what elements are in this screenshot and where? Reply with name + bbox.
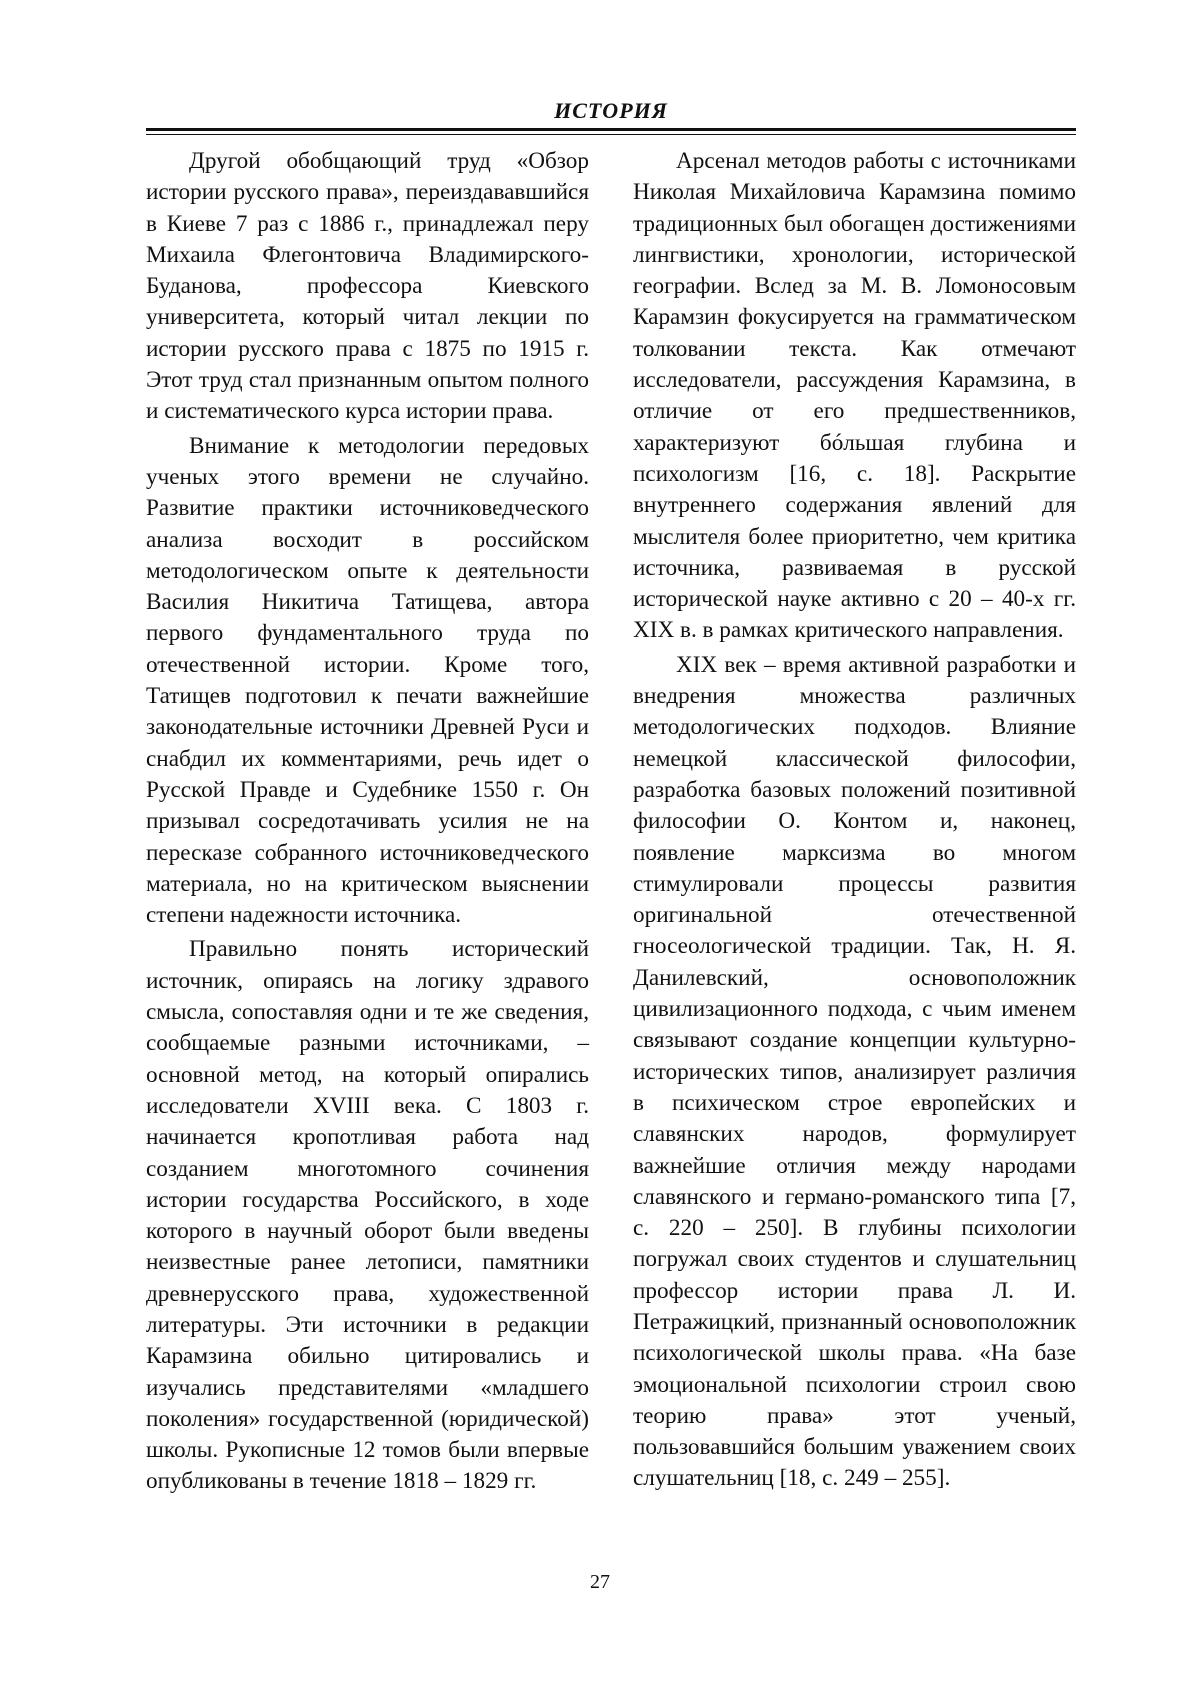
paragraph: Другой обобщающий труд «Обзор истории русского права», переиздававшийся в Киеве 7 раз с 1886 г., принадлежал перу Михаила Флегонтовича Владимирского-Буданова, профессора Киевского университета, который читал лекции по истории русского права с 1875 по 1915 г. Этот труд стал признанным опытом полного и систематического курса истории права. bbox=[146, 148, 589, 425]
paragraph: Внимание к методологии передовых ученых этого времени не случайно. Развитие практики источниковедческого анализа восходит в российском методологическом опыте к деятельности Василия Никитича Татищева, автора первого фундаментального труда по отечественной истории. Кроме того, Татищев подготовил к печати важнейшие законодательные источники Древней Руси и снабдил их комментариями, речь идет о Русской Правде и Судебнике 1550 г. Он призывал сосредотачивать усилия не на пересказе собранного источниковедческого материала, но на критическом выяснении степени надежности источника. bbox=[146, 432, 589, 929]
right-text-column bbox=[633, 146, 1076, 1498]
paragraph: Правильно понять исторический источник, опираясь на логику здравого смысла, сопоставляя одни и те же сведения, сообщаемые разными источниками, – основной метод, на который опирались исследователи XVIII века. С 1803 г. начинается кропотливая работа над созданием многотомного сочинения истории государства Российского, в ходе которого в научный оборот были введены неизвестные ранее летописи, памятники древнерусского права, художественной литературы. Эти источники в редакции Карамзина обильно цитировались и изучались представителями «младшего поколения» государственной (юридической) школы. Рукописные 12 томов были впервые опубликованы в течение 1818 – 1829 гг. bbox=[146, 936, 589, 1495]
left-text-column bbox=[146, 146, 589, 1501]
header-double-rule bbox=[146, 128, 1076, 135]
running-header: ИСТОРИЯ bbox=[554, 98, 668, 123]
paragraph: Арсенал методов работы с источниками Николая Михайловича Карамзина помимо традиционных был обогащен достижениями лингвистики, хронологии, исторической географии. Вслед за М. В. Ломоносовым Карамзин фокусируется на грамматическом толковании текста. Как отмечают исследователи, рассуждения Карамзина, в отличие от его предшественников, характеризуют бóльшая глубина и психологизм [16, с. 18]. Раскрытие внутреннего содержания явлений для мыслителя более приоритетно, чем критика источника, развиваемая в русской исторической науке активно с 20 – 40-х гг. XIX в. в рамках критического направления. bbox=[633, 148, 1076, 644]
paragraph: XIX век – время активной разработки и внедрения множества различных методологических подходов. Влияние немецкой классической философии, разработка базовых положений позитивной философии О. Контом и, наконец, появление марксизма во многом стимулировали процессы развития оригинальной отечественной гносеологической традиции. Так, Н. Я. Данилевский, основоположник цивилизационного подхода, с чьим именем связывают создание концепции культурно-исторических типов, анализирует различия в психическом строе европейских и славянских народов, формулирует важнейшие отличия между народами славянского и германо-романского типа [7, с. 220 – 250]. В глубины психологии погружал своих студентов и слушательниц профессор истории права Л. И. Петражицкий, признанный основоположник психологической школы права. «На базе эмоциональной психологии строил свою теорию права» этот ученый, пользовавшийся большим уважением своих слушательниц [18, с. 249 – 255]. bbox=[633, 651, 1076, 1492]
page-number: 27 bbox=[590, 1571, 610, 1593]
